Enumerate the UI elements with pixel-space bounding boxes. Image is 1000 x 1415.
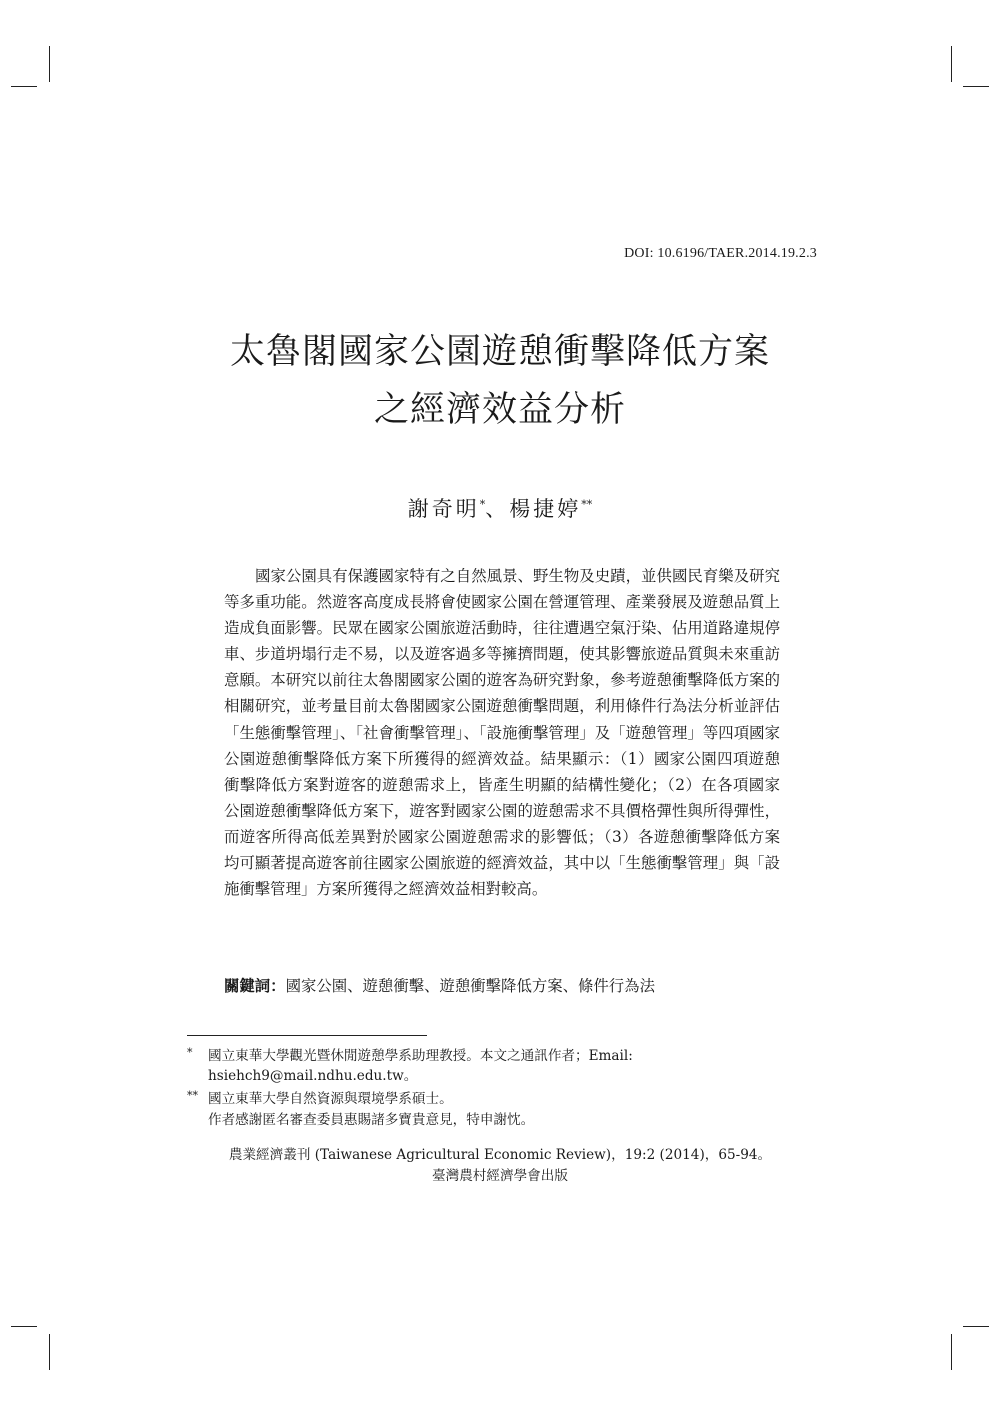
footnote-mark: **	[187, 1089, 198, 1102]
paper-title-line-2: 之經濟效益分析	[373, 390, 626, 430]
author-name: 謝奇明	[407, 497, 480, 521]
crop-mark-bottom-right-horizontal	[963, 1326, 989, 1327]
crop-mark-bottom-right-vertical	[951, 1334, 952, 1370]
keywords-text: 國家公園、遊憩衝擊、遊憩衝擊降低方案、條件行為法	[285, 977, 655, 995]
crop-mark-top-right-vertical	[951, 46, 952, 82]
footnote	[187, 1089, 817, 1109]
author-separator: 、	[485, 497, 510, 521]
keywords-label: 關鍵詞：	[224, 977, 286, 995]
footnote-text: 國立東華大學觀光暨休閒遊憩學系助理教授。本文之通訊作者；Email: hsiehch9@mail.ndhu.edu.tw。	[208, 1048, 633, 1084]
crop-mark-bottom-left-horizontal	[11, 1326, 37, 1327]
abstract-paragraph: 國家公園具有保護國家特有之自然風景、野生物及史蹟，並供國民育樂及研究等多重功能。然遊客高度成長將會使國家公園在營運管理、產業發展及遊憩品質上造成負面影響。民眾在國家公園旅遊活動時，往往遭遇空氣汙染、佔用道路違規停車、步道坍塌行走不易，以及遊客過多等擁擠問題，使其影響旅遊品質與未來重訪意願。本研究以前往太魯閣國家公園的遊客為研究對象，參考遊憩衝擊降低方案的相關研究，並考量目前太魯閣國家公園遊憩衝擊問題，利用條件行為法分析並評估「生態衝擊管理」、「社會衝擊管理」、「設施衝擊管理」及「遊憩管理」等四項國家公園遊憩衝擊降低方案下所獲得的經濟效益。結果顯示：（1）國家公園四項遊憩衝擊降低方案對遊客的遊憩需求上，皆產生明顯的結構性變化；（2）在各項國家公園遊憩衝擊降低方案下，遊客對國家公園的遊憩需求不具價格彈性與所得彈性，而遊客所得高低差異對於國家公園遊憩需求的影響低；（3）各遊憩衝擊降低方案均可顯著提高遊客前往國家公園旅遊的經濟效益，其中以「生態衝擊管理」與「設施衝擊管理」方案所獲得之經濟效益相對較高。	[224, 567, 780, 899]
author-name: 楊捷婷	[509, 497, 582, 521]
acknowledgment-text: 作者感謝匿名審查委員惠賜諸多寶貴意見，特申謝忱。	[208, 1112, 535, 1128]
crop-mark-top-right-horizontal	[963, 86, 989, 87]
keywords-line	[224, 974, 780, 998]
crop-mark-top-left-horizontal	[11, 86, 37, 87]
author-footnote-mark: **	[581, 498, 593, 511]
footnote-divider	[187, 1035, 427, 1036]
footnote	[187, 1046, 817, 1086]
journal-publisher: 臺灣農村經濟學會出版	[432, 1168, 568, 1184]
footnote-text: 國立東華大學自然資源與環境學系碩士。	[208, 1091, 453, 1107]
doi-label: DOI: 10.6196/TAER.2014.19.2.3	[624, 246, 817, 261]
paper-title-line-1: 太魯閣國家公園遊憩衝擊降低方案	[229, 332, 770, 372]
journal-citation: 農業經濟叢刊 (Taiwanese Agricultural Economic Review)，19:2 (2014)，65-94。	[228, 1147, 772, 1163]
author-list	[0, 493, 1000, 523]
author-footnote-mark: *	[479, 498, 486, 511]
footnote-mark: *	[187, 1046, 193, 1059]
crop-mark-top-left-vertical	[49, 46, 50, 82]
crop-mark-bottom-left-vertical	[49, 1334, 50, 1370]
